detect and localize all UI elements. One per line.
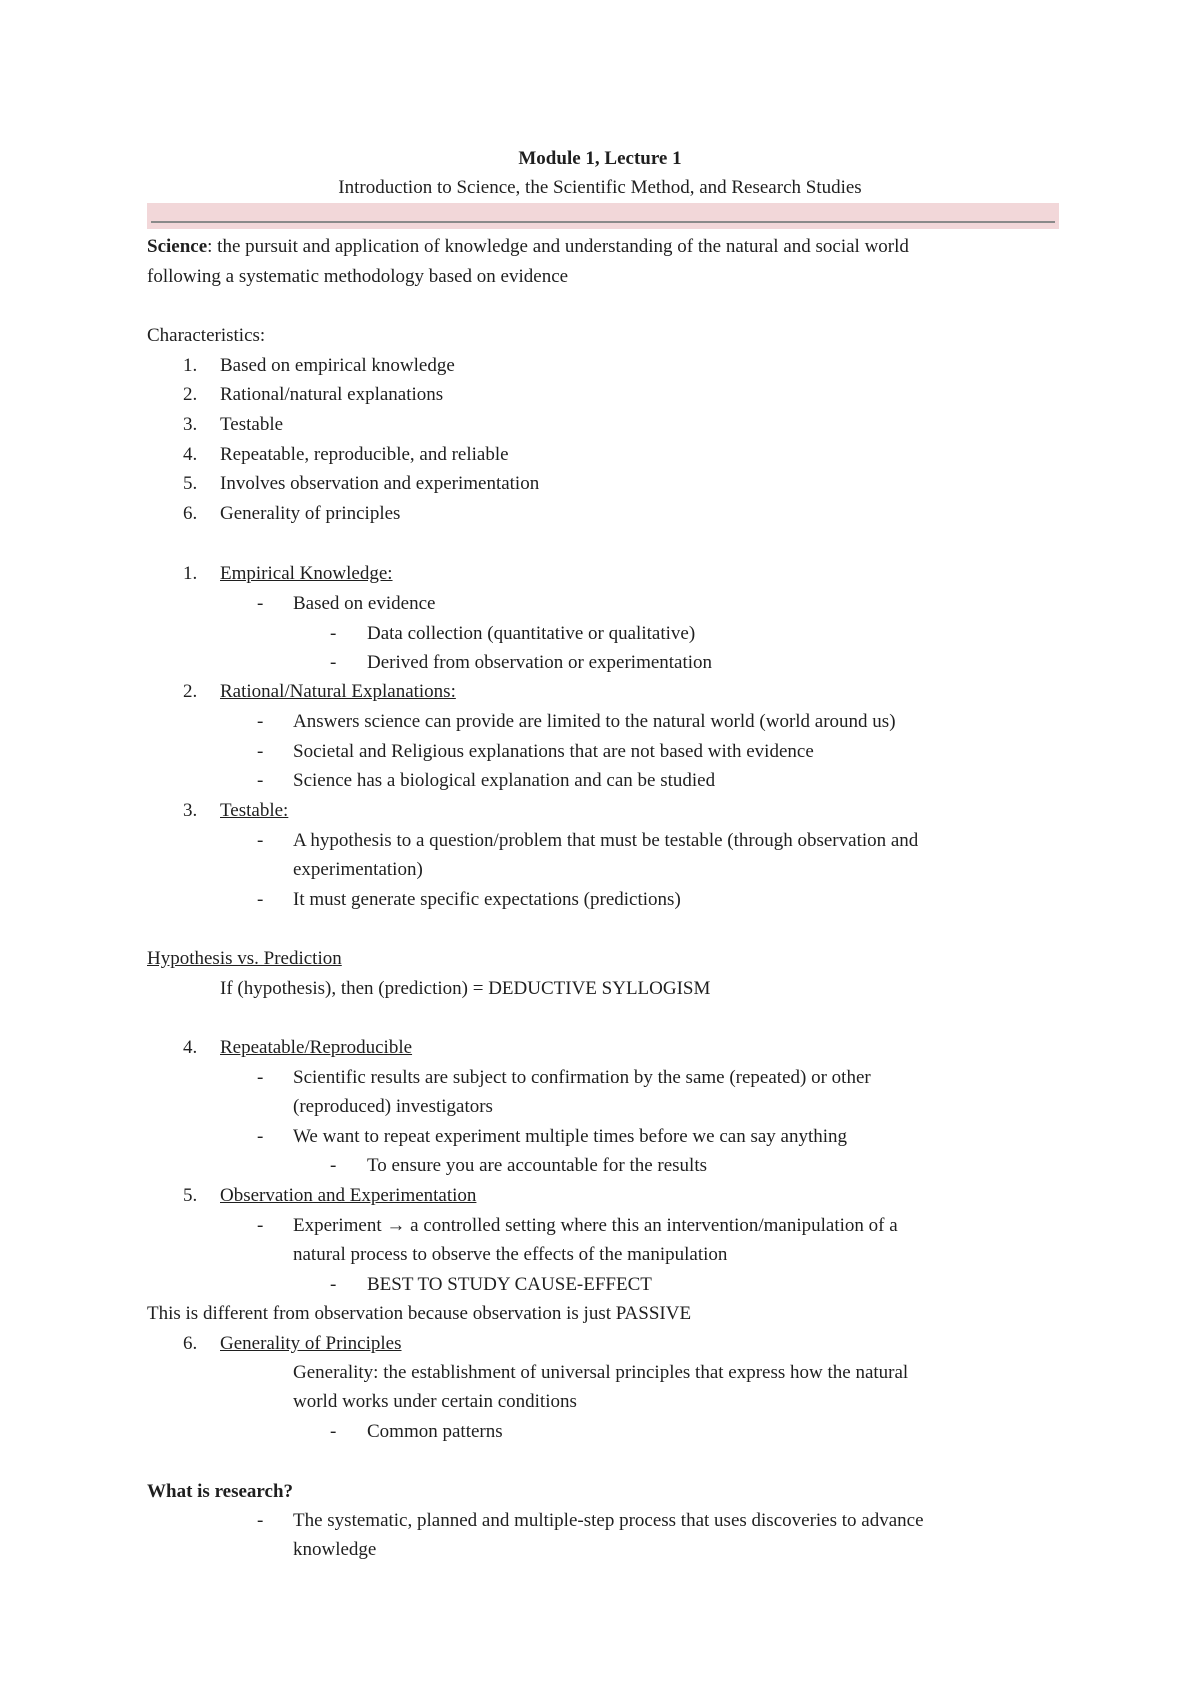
bullet-item: We want to repeat experiment multiple times before we can say anything (293, 1126, 848, 1147)
observation-note: This is different from observation because observation is just PASSIVE (147, 1303, 692, 1324)
definition-text: : the pursuit and application of knowledge and understanding of the natural and social world (207, 236, 909, 257)
bullet-dash: - (257, 741, 264, 762)
bullet-item: Science has a biological explanation and can be studied (293, 770, 716, 791)
bullet-item: The systematic, planned and multiple-step process that uses discoveries to advance (293, 1510, 924, 1531)
generality-text: Generality: the establishment of universal principles that express how the natural (293, 1362, 909, 1383)
list-number: 1. (183, 355, 198, 376)
section-heading-rational: Rational/Natural Explanations: (220, 681, 456, 702)
header-divider (151, 221, 1055, 223)
bullet-item: A hypothesis to a question/problem that must be testable (through observation and (293, 830, 919, 851)
bullet-item-cont: (reproduced) investigators (293, 1096, 493, 1117)
bullet-dash: - (330, 652, 337, 673)
science-definition-cont: following a systematic methodology based on evidence (147, 266, 569, 287)
list-number: 2. (183, 384, 198, 405)
bullet-dash: - (257, 593, 264, 614)
bullet-item: Answers science can provide are limited to the natural world (world around us) (293, 711, 896, 732)
science-definition (147, 235, 909, 259)
bullet-item-cont: experimentation) (293, 859, 423, 880)
bullet-dash: - (257, 889, 264, 910)
list-number: 6. (183, 503, 198, 524)
section-number: 6. (183, 1333, 198, 1354)
section-number: 2. (183, 681, 198, 702)
list-item: Rational/natural explanations (220, 384, 444, 405)
generality-text-cont: world works under certain conditions (293, 1391, 577, 1412)
bullet-dash: - (330, 1421, 337, 1442)
page-subtitle: Introduction to Science, the Scientific Method, and Research Studies (338, 177, 862, 198)
section-heading-testable: Testable: (220, 800, 289, 821)
bullet-dash: - (257, 1215, 264, 1236)
bullet-dash: - (257, 1067, 264, 1088)
bullet-item-cont: natural process to observe the effects of the manipulation (293, 1244, 728, 1265)
bullet-item: It must generate specific expectations (predictions) (293, 889, 681, 910)
section-number: 3. (183, 800, 198, 821)
definition-term: Science (147, 236, 208, 257)
characteristics-heading: Characteristics: (147, 325, 266, 346)
bullet-item: To ensure you are accountable for the results (367, 1155, 708, 1176)
list-item: Based on empirical knowledge (220, 355, 455, 376)
bullet-dash: - (257, 770, 264, 791)
bullet-item: BEST TO STUDY CAUSE-EFFECT (367, 1274, 652, 1295)
list-item: Testable (220, 414, 284, 435)
header-highlight-band (147, 203, 1059, 229)
bullet-item: Data collection (quantitative or qualitative) (367, 623, 696, 644)
section-heading-repeatable: Repeatable/Reproducible (220, 1037, 413, 1058)
section-heading-empirical: Empirical Knowledge: (220, 563, 393, 584)
bullet-dash: - (257, 711, 264, 732)
list-item: Involves observation and experimentation (220, 473, 540, 494)
bullet-dash: - (257, 1126, 264, 1147)
bullet-dash: - (330, 623, 337, 644)
section-heading-observation: Observation and Experimentation (220, 1185, 477, 1206)
bullet-item: Societal and Religious explanations that are not based with evidence (293, 741, 814, 762)
bullet-dash: - (330, 1274, 337, 1295)
bullet-dash: - (257, 1510, 264, 1531)
research-heading: What is research? (147, 1481, 294, 1502)
bullet-item: Common patterns (367, 1421, 503, 1442)
bullet-item: Scientific results are subject to confirmation by the same (repeated) or other (293, 1067, 871, 1088)
bullet-item: Experiment → a controlled setting where this an intervention/manipulation of a (293, 1215, 898, 1236)
bullet-item-cont: knowledge (293, 1539, 377, 1560)
bullet-item: Based on evidence (293, 593, 436, 614)
section-heading-generality: Generality of Principles (220, 1333, 402, 1354)
bullet-item: Derived from observation or experimentation (367, 652, 713, 673)
list-item: Generality of principles (220, 503, 401, 524)
list-number: 5. (183, 473, 198, 494)
list-number: 4. (183, 444, 198, 465)
list-number: 3. (183, 414, 198, 435)
bullet-dash: - (257, 830, 264, 851)
section-number: 4. (183, 1037, 198, 1058)
hypothesis-heading: Hypothesis vs. Prediction (147, 948, 342, 969)
section-number: 5. (183, 1185, 198, 1206)
hypothesis-text: If (hypothesis), then (prediction) = DEDUCTIVE SYLLOGISM (220, 978, 711, 999)
bullet-dash: - (330, 1155, 337, 1176)
page-title: Module 1, Lecture 1 (518, 148, 682, 169)
section-number: 1. (183, 563, 198, 584)
list-item: Repeatable, reproducible, and reliable (220, 444, 509, 465)
